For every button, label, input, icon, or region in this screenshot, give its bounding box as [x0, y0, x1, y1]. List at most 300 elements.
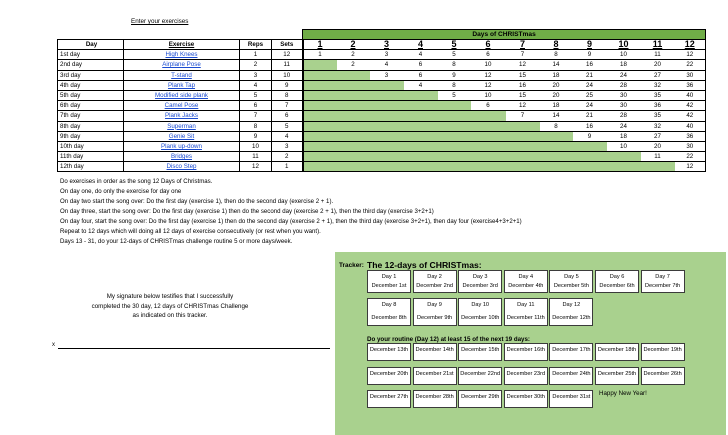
col-exercise-header: Exercise — [124, 40, 240, 50]
day-cell: 9th day — [58, 131, 124, 141]
day-number-header: 2 — [337, 40, 370, 50]
rep-count-cell: 7 — [506, 50, 540, 60]
rep-count-cell — [506, 141, 540, 151]
rep-count-cell: 2 — [337, 60, 370, 70]
tracker-date-label: December 6th — [599, 283, 635, 289]
routine-date-label: December 28th — [415, 394, 454, 400]
rep-count-cell — [370, 152, 404, 162]
routine-date-label: December 22nd — [460, 370, 501, 377]
rep-count-cell: 9 — [573, 131, 607, 141]
reps-cell[interactable]: 9 — [240, 131, 272, 141]
tracker-date-label: December 11th — [506, 315, 545, 321]
tracker-day-label: Day 10 — [471, 302, 490, 308]
routine-heading: Do your routine (Day 12) at least 15 of the next 19 days: — [367, 336, 530, 343]
tracker-day-label: Day 1 — [381, 274, 397, 280]
tracker-date-label: December 5th — [553, 283, 589, 289]
tracker-day-box[interactable] — [458, 298, 502, 326]
tracker-day-box[interactable] — [458, 270, 502, 293]
rep-count-cell: 42 — [675, 111, 706, 121]
rep-count-cell: 24 — [573, 80, 607, 90]
rep-count-cell: 6 — [471, 50, 506, 60]
rep-count-cell — [303, 70, 337, 80]
rep-count-cell: 21 — [573, 70, 607, 80]
col-reps-header: Reps — [240, 40, 272, 50]
exercise-link[interactable]: Superman — [124, 121, 240, 131]
rep-count-cell — [438, 111, 471, 121]
rep-count-cell — [337, 162, 370, 172]
rep-count-cell: 16 — [573, 60, 607, 70]
rep-count-cell: 2 — [337, 50, 370, 60]
rep-count-cell — [641, 162, 675, 172]
rep-count-cell: 4 — [404, 80, 438, 90]
rep-count-cell — [404, 121, 438, 131]
table-row — [58, 50, 706, 60]
rep-count-cell: 21 — [573, 111, 607, 121]
routine-date-label: December 20th — [369, 370, 409, 377]
rep-count-cell: 24 — [607, 121, 641, 131]
reps-cell[interactable]: 3 — [240, 70, 272, 80]
rep-count-cell — [471, 162, 506, 172]
routine-day-box[interactable] — [595, 343, 639, 361]
rep-count-cell: 9 — [573, 50, 607, 60]
tracker-day-box[interactable] — [504, 298, 548, 326]
sets-cell[interactable]: 1 — [272, 162, 303, 172]
rep-count-cell — [438, 101, 471, 111]
rep-count-cell: 15 — [506, 90, 540, 100]
table-row — [58, 111, 706, 121]
signature-line[interactable] — [58, 348, 330, 349]
routine-day-box[interactable] — [458, 367, 502, 385]
routine-date-label: December 24th — [552, 370, 591, 377]
rep-count-cell: 27 — [641, 131, 675, 141]
routine-day-box[interactable] — [458, 343, 502, 361]
rep-count-cell: 12 — [506, 101, 540, 111]
rep-count-cell: 22 — [675, 152, 706, 162]
reps-cell[interactable]: 7 — [240, 111, 272, 121]
rep-count-cell — [303, 90, 337, 100]
sets-cell[interactable]: 4 — [272, 131, 303, 141]
tracker-day-label: Day 12 — [562, 302, 581, 308]
exercise-link[interactable]: Airplane Pose — [124, 60, 240, 70]
day-cell: 8th day — [58, 121, 124, 131]
exercise-link[interactable]: Plank Tap — [124, 80, 240, 90]
tracker-date-label: December 7th — [645, 283, 681, 289]
rep-count-cell — [337, 111, 370, 121]
exercise-table — [57, 29, 706, 172]
rep-count-cell — [303, 162, 337, 172]
rep-count-cell — [573, 162, 607, 172]
exercise-link[interactable]: Plank Jacks — [124, 111, 240, 121]
rep-count-cell — [337, 141, 370, 151]
rep-count-cell: 14 — [540, 60, 573, 70]
rep-count-cell: 3 — [370, 50, 404, 60]
exercise-link[interactable]: Plank up-down — [124, 141, 240, 151]
routine-day-box[interactable] — [504, 367, 548, 385]
instruction-line: On day one, do only the exercise for day one — [60, 188, 182, 195]
rep-count-cell — [540, 152, 573, 162]
signature-line-3: as indicated on this tracker. — [132, 312, 208, 319]
day-cell: 7th day — [58, 111, 124, 121]
routine-date-label: December 19th — [643, 347, 682, 353]
reps-cell[interactable]: 2 — [240, 60, 272, 70]
rep-count-cell — [404, 152, 438, 162]
rep-count-cell — [370, 111, 404, 121]
routine-day-box[interactable] — [549, 343, 593, 361]
reps-cell[interactable]: 12 — [240, 162, 272, 172]
rep-count-cell: 15 — [506, 70, 540, 80]
rep-count-cell — [337, 80, 370, 90]
tracker-day-label: Day 2 — [427, 274, 442, 280]
exercise-link[interactable]: Bridges — [124, 152, 240, 162]
rep-count-cell: 10 — [471, 90, 506, 100]
rep-count-cell — [303, 141, 337, 151]
rep-count-cell — [471, 131, 506, 141]
routine-day-box[interactable] — [595, 367, 639, 385]
rep-count-cell: 40 — [675, 90, 706, 100]
rep-count-cell: 6 — [404, 70, 438, 80]
reps-cell[interactable]: 6 — [240, 101, 272, 111]
rep-count-cell: 4 — [404, 50, 438, 60]
rep-count-cell — [471, 121, 506, 131]
rep-count-cell — [337, 70, 370, 80]
signature-line-2: completed the 30 day, 12 days of CHRISTmas Challenge — [91, 302, 249, 310]
rep-count-cell: 12 — [506, 60, 540, 70]
rep-count-cell: 28 — [607, 80, 641, 90]
rep-count-cell — [370, 131, 404, 141]
tracker-date-label: December 9th — [417, 315, 453, 321]
exercise-link[interactable]: High Knees — [124, 50, 240, 60]
rep-count-cell: 11 — [641, 50, 675, 60]
rep-count-cell — [438, 141, 471, 151]
tracker-title: The 12-days of CHRISTmas: — [367, 260, 482, 270]
sets-cell[interactable]: 5 — [272, 121, 303, 131]
rep-count-cell: 18 — [540, 70, 573, 80]
rep-count-cell — [506, 162, 540, 172]
rep-count-cell — [303, 131, 337, 141]
routine-day-box[interactable] — [641, 367, 685, 385]
tracker-date-label: December 4th — [508, 283, 544, 289]
rep-count-cell: 36 — [675, 131, 706, 141]
rep-count-cell: 5 — [438, 90, 471, 100]
rep-count-cell: 12 — [675, 50, 706, 60]
rep-count-cell: 20 — [540, 90, 573, 100]
tracker-day-label: Day 11 — [517, 302, 535, 308]
rep-count-cell — [438, 162, 471, 172]
rep-count-cell: 9 — [438, 70, 471, 80]
rep-count-cell: 36 — [641, 101, 675, 111]
routine-day-box[interactable] — [413, 367, 457, 385]
rep-count-cell — [337, 101, 370, 111]
rep-count-cell — [573, 152, 607, 162]
sets-cell[interactable]: 12 — [272, 50, 303, 60]
day-cell: 4th day — [58, 80, 124, 90]
sets-cell[interactable]: 10 — [272, 70, 303, 80]
rep-count-cell: 8 — [540, 121, 573, 131]
sets-cell[interactable]: 11 — [272, 60, 303, 70]
sets-cell[interactable]: 2 — [272, 152, 303, 162]
tracker-day-box[interactable] — [413, 270, 457, 293]
rep-count-cell: 16 — [506, 80, 540, 90]
signature-line-1: My signature below testifies that I successfully — [106, 293, 234, 300]
rep-count-cell — [337, 121, 370, 131]
col-day-header: Day — [58, 40, 124, 50]
rep-count-cell — [337, 90, 370, 100]
tracker-date-label: December 10th — [461, 315, 500, 321]
rep-count-cell: 30 — [607, 101, 641, 111]
routine-date-label: December 16th — [506, 347, 545, 353]
rep-count-cell: 32 — [641, 121, 675, 131]
rep-count-cell: 4 — [370, 60, 404, 70]
tracker-panel — [335, 252, 726, 435]
routine-date-label: December 18th — [597, 347, 637, 353]
rep-count-cell — [540, 141, 573, 151]
rep-count-cell — [404, 101, 438, 111]
signature-statement — [60, 292, 280, 321]
rep-count-cell: 27 — [641, 70, 675, 80]
rep-count-cell: 12 — [471, 70, 506, 80]
tracker-day-box[interactable] — [367, 298, 411, 326]
rep-count-cell: 42 — [675, 101, 706, 111]
rep-count-cell — [471, 141, 506, 151]
rep-count-cell: 10 — [607, 50, 641, 60]
exercise-link[interactable]: T-stand — [124, 70, 240, 80]
rep-count-cell: 8 — [438, 60, 471, 70]
rep-count-cell — [303, 152, 337, 162]
tracker-date-label: December 8th — [371, 315, 407, 321]
rep-count-cell: 28 — [607, 111, 641, 121]
rep-count-cell: 5 — [438, 50, 471, 60]
rep-count-cell — [438, 152, 471, 162]
tracker-label: Tracker: — [339, 262, 364, 269]
table-row — [58, 131, 706, 141]
tracker-day-label: Day 9 — [427, 302, 442, 308]
rep-count-cell — [540, 162, 573, 172]
day-number-header: 12 — [675, 40, 706, 50]
reps-cell[interactable]: 10 — [240, 141, 272, 151]
tracker-date-label: December 12th — [552, 315, 591, 321]
routine-day-box[interactable] — [413, 390, 457, 408]
table-row — [58, 121, 706, 131]
rep-count-cell — [404, 162, 438, 172]
rep-count-cell — [370, 80, 404, 90]
happy-new-year: Happy New Year! — [599, 390, 647, 397]
instruction-line: Repeat to 12 days which will doing all 12 days of exercise consecutively (or rest when you want). — [60, 228, 321, 235]
day-cell: 2nd day — [58, 60, 124, 70]
tracker-day-box[interactable] — [504, 270, 548, 293]
routine-day-box[interactable] — [549, 390, 593, 408]
rep-count-cell — [438, 121, 471, 131]
day-cell: 6th day — [58, 101, 124, 111]
rep-count-cell — [506, 121, 540, 131]
rep-count-cell — [471, 152, 506, 162]
rep-count-cell: 30 — [675, 70, 706, 80]
rep-count-cell: 10 — [607, 141, 641, 151]
instruction-line: On day four, start the song over: Do the first day (exercise 1) then do the second day (exercise 2 + 1), then the third day (exercise 3+2+1), then day four (exercise4+3+2+1) — [60, 218, 522, 225]
rep-count-cell: 20 — [540, 80, 573, 90]
routine-date-label: December 14th — [415, 347, 454, 353]
rep-count-cell: 14 — [540, 111, 573, 121]
day-number-header: 3 — [370, 40, 404, 50]
rep-count-cell — [471, 111, 506, 121]
rep-count-cell — [404, 141, 438, 151]
reps-cell[interactable]: 11 — [240, 152, 272, 162]
rep-count-cell — [506, 152, 540, 162]
rep-count-cell — [303, 121, 337, 131]
rep-count-cell — [303, 111, 337, 121]
routine-day-box[interactable] — [504, 343, 548, 361]
table-row — [58, 152, 706, 162]
tracker-date-label: December 3rd — [462, 283, 498, 289]
exercise-link[interactable]: Genie Sit — [124, 131, 240, 141]
rep-count-cell: 30 — [607, 90, 641, 100]
exercise-link[interactable]: Modified side plank — [124, 90, 240, 100]
rep-count-cell: 18 — [607, 60, 641, 70]
rep-count-cell: 6 — [471, 101, 506, 111]
rep-count-cell — [506, 131, 540, 141]
rep-count-cell: 25 — [573, 90, 607, 100]
rep-count-cell — [607, 162, 641, 172]
rep-count-cell: 22 — [675, 60, 706, 70]
instruction-line: Days 13 - 31, do your 12-days of CHRISTmas challenge routine 5 or more days/week. — [60, 238, 293, 245]
rep-count-cell: 16 — [573, 121, 607, 131]
tracker-day-label: Day 5 — [564, 274, 579, 280]
day-number-header: 7 — [506, 40, 540, 50]
rep-count-cell — [438, 131, 471, 141]
rep-count-cell: 36 — [675, 80, 706, 90]
sets-cell[interactable]: 6 — [272, 111, 303, 121]
table-row — [58, 162, 706, 172]
tracker-day-label: Day 7 — [655, 274, 670, 280]
sets-cell[interactable]: 9 — [272, 80, 303, 90]
routine-day-box[interactable] — [641, 343, 685, 361]
rep-count-cell — [337, 152, 370, 162]
routine-date-label: December 29th — [461, 394, 500, 400]
rep-count-cell: 12 — [471, 80, 506, 90]
table-row — [58, 80, 706, 90]
sets-cell[interactable]: 7 — [272, 101, 303, 111]
routine-day-box[interactable] — [367, 367, 411, 385]
day-number-header: 9 — [573, 40, 607, 50]
reps-cell[interactable]: 4 — [240, 80, 272, 90]
tracker-day-label: Day 6 — [609, 274, 625, 280]
day-number-header: 5 — [438, 40, 471, 50]
rep-count-cell: 35 — [641, 111, 675, 121]
reps-cell[interactable]: 5 — [240, 90, 272, 100]
rep-count-cell: 30 — [675, 141, 706, 151]
rep-count-cell: 1 — [303, 50, 337, 60]
exercise-link[interactable]: Disco Step — [124, 162, 240, 172]
instruction-line: On day three, start the song over: Do the first day (exercise 1) then do the second day (exercise 2 + 1), then the third day (exercise 3+2+1) — [60, 208, 434, 215]
routine-date-label: December 21st — [415, 370, 454, 377]
rep-count-cell — [370, 162, 404, 172]
tracker-day-box[interactable] — [549, 298, 593, 326]
routine-day-box[interactable] — [549, 367, 593, 385]
tracker-day-box[interactable] — [549, 270, 593, 293]
routine-day-box[interactable] — [367, 390, 411, 408]
routine-day-box[interactable] — [413, 343, 457, 361]
routine-date-label: December 13th — [369, 347, 409, 353]
rep-count-cell: 40 — [675, 121, 706, 131]
instruction-line: On day two start the song over: Do the first day (exercise 1), then do the second day (exercise 2 + 1). — [60, 198, 334, 205]
rep-count-cell: 32 — [641, 80, 675, 90]
rep-count-cell — [370, 121, 404, 131]
rep-count-cell — [404, 111, 438, 121]
day-number-header: 1 — [303, 40, 337, 50]
table-row — [58, 70, 706, 80]
day-number-header: 6 — [471, 40, 506, 50]
sets-cell[interactable]: 3 — [272, 141, 303, 151]
rep-count-cell: 12 — [675, 162, 706, 172]
tracker-day-box[interactable] — [367, 270, 411, 293]
rep-count-cell: 3 — [370, 70, 404, 80]
tracker-day-box[interactable] — [641, 270, 685, 293]
days-banner: Days of CHRISTmas — [303, 30, 706, 40]
rep-count-cell: 10 — [471, 60, 506, 70]
rep-count-cell — [303, 60, 337, 70]
rep-count-cell — [573, 141, 607, 151]
rep-count-cell: 20 — [641, 60, 675, 70]
routine-date-label: December 25th — [597, 370, 637, 377]
tracker-day-label: Day 4 — [518, 274, 534, 280]
rep-count-cell: 7 — [506, 111, 540, 121]
sets-cell[interactable]: 8 — [272, 90, 303, 100]
routine-date-label: December 27th — [369, 394, 409, 400]
routine-date-label: December 23rd — [506, 370, 546, 377]
routine-day-box[interactable] — [367, 343, 411, 361]
rep-count-cell: 11 — [641, 152, 675, 162]
day-number-header: 8 — [540, 40, 573, 50]
rep-count-cell: 6 — [404, 60, 438, 70]
tracker-date-label: December 1st — [371, 283, 407, 289]
reps-cell[interactable]: 1 — [240, 50, 272, 60]
exercise-link[interactable]: Camel Pose — [124, 101, 240, 111]
routine-date-label: December 17th — [552, 347, 591, 353]
routine-day-box[interactable] — [504, 390, 548, 408]
routine-date-label: December 26th — [643, 370, 682, 377]
rep-count-cell: 24 — [607, 70, 641, 80]
rep-count-cell — [540, 131, 573, 141]
routine-day-box[interactable] — [458, 390, 502, 408]
reps-cell[interactable]: 8 — [240, 121, 272, 131]
signature-x: x — [52, 342, 55, 348]
day-cell: 3rd day — [58, 70, 124, 80]
day-cell: 11th day — [58, 152, 124, 162]
tracker-day-box[interactable] — [413, 298, 457, 326]
day-number-header: 4 — [404, 40, 438, 50]
instruction-line: Do exercises in order as the song 12 Days of Christmas. — [60, 178, 213, 185]
rep-count-cell — [337, 131, 370, 141]
day-cell: 12th day — [58, 162, 124, 172]
rep-count-cell: 8 — [540, 50, 573, 60]
day-cell: 5th day — [58, 90, 124, 100]
rep-count-cell: 35 — [641, 90, 675, 100]
routine-date-label: December 30th — [506, 394, 545, 400]
day-number-header: 11 — [641, 40, 675, 50]
tracker-date-label: December 2nd — [416, 283, 453, 289]
rep-count-cell — [404, 131, 438, 141]
tracker-day-box[interactable] — [595, 270, 639, 293]
rep-count-cell: 20 — [641, 141, 675, 151]
day-number-header: 10 — [607, 40, 641, 50]
tracker-day-label: Day 3 — [472, 274, 488, 280]
rep-count-cell — [303, 101, 337, 111]
rep-count-cell — [607, 152, 641, 162]
rep-count-cell — [370, 141, 404, 151]
rep-count-cell: 8 — [438, 80, 471, 90]
table-row — [58, 60, 706, 70]
rep-count-cell — [370, 101, 404, 111]
tracker-day-label: Day 8 — [381, 302, 397, 308]
